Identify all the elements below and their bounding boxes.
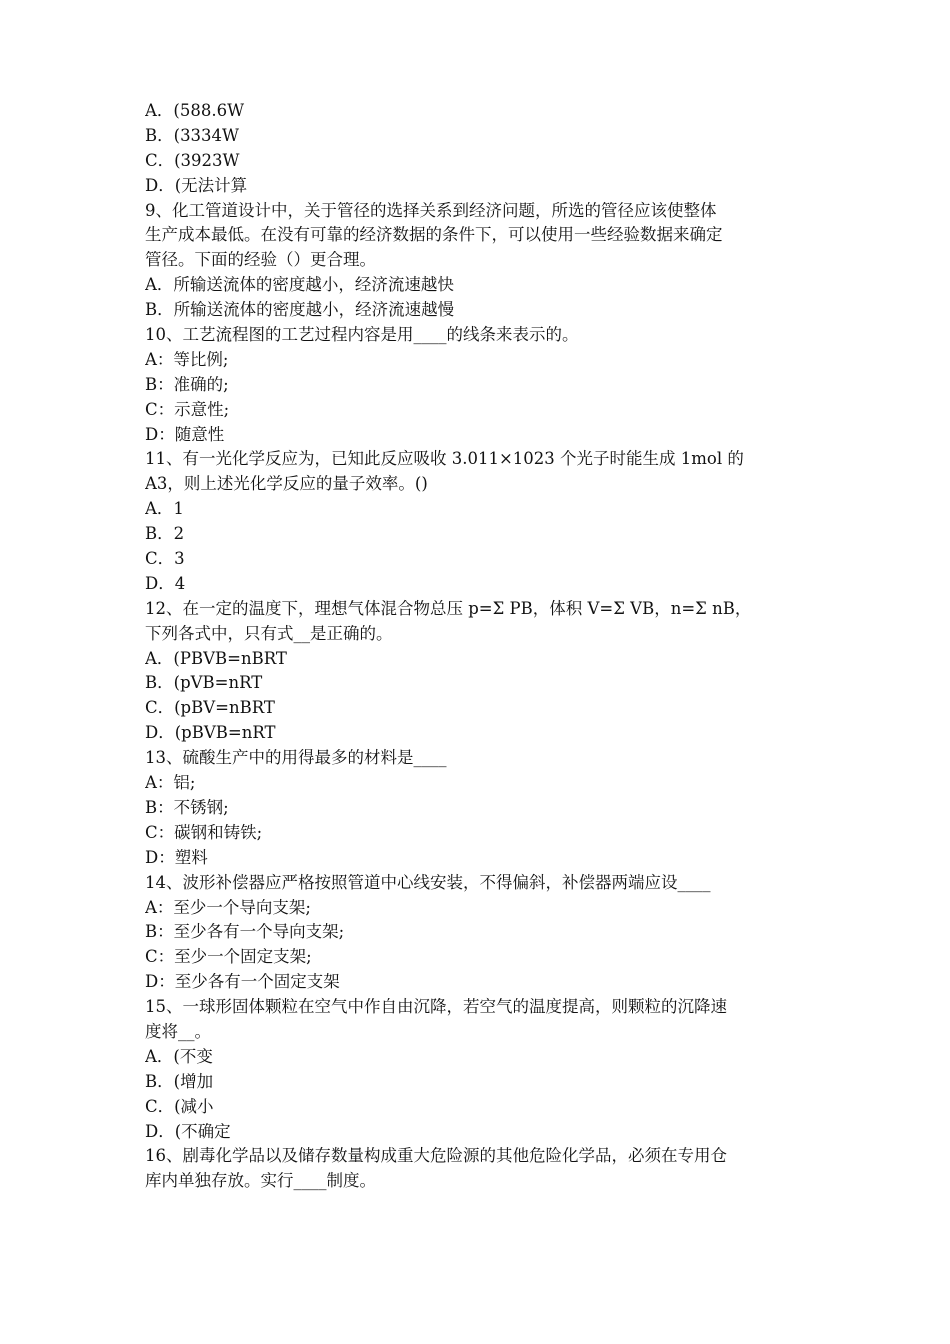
question-stem: 11、有一光化学反应为，已知此反应吸收 3.011×1023 个光子时能生成 1mol 的 — [145, 449, 744, 469]
option-a: A．1 — [145, 499, 184, 519]
option-b: B．(3334W — [145, 125, 240, 145]
option-b: B：不锈钢; — [145, 797, 229, 817]
option-b: B．(pVB=nRT — [145, 673, 263, 693]
option-a: A．(PBVB=nBRT — [145, 648, 287, 668]
question-16 — [145, 1144, 810, 1194]
option-d: D．(不确定 — [145, 1121, 231, 1141]
question-14 — [145, 871, 810, 995]
option-a: A．(588.6W — [145, 101, 245, 120]
question-stem: 16、剧毒化学品以及储存数量构成重大危险源的其他危险化学品，必须在专用仓 — [145, 1146, 727, 1166]
option-b: B．(增加 — [145, 1071, 214, 1091]
question-8-options — [145, 99, 810, 199]
option-a: A．(不变 — [145, 1046, 213, 1066]
option-b: B．2 — [145, 524, 185, 544]
question-stem: 库内单独存放。实行____制度。 — [145, 1171, 376, 1191]
question-stem: 生产成本最低。在没有可靠的经济数据的条件下，可以使用一些经验数据来确定 — [145, 225, 723, 245]
question-9 — [145, 199, 810, 323]
option-d: D：随意性 — [145, 424, 225, 444]
option-a: A：铝; — [145, 773, 196, 793]
option-c: C：至少一个固定支架; — [145, 947, 312, 967]
option-b: B．所输送流体的密度越小，经济流速越慢 — [145, 300, 455, 320]
question-stem: 15、一球形固体颗粒在空气中作自由沉降，若空气的温度提高，则颗粒的沉降速 — [145, 997, 727, 1017]
option-c: C．(3923W — [145, 150, 240, 170]
option-d: D．(pBVB=nRT — [145, 723, 276, 743]
question-stem: A3，则上述光化学反应的量子效率。() — [145, 474, 428, 494]
option-b: B：至少各有一个导向支架; — [145, 922, 345, 942]
question-13 — [145, 746, 810, 870]
option-c: C．(减小 — [145, 1096, 214, 1116]
question-stem: 10、工艺流程图的工艺过程内容是用____的线条来表示的。 — [145, 325, 579, 345]
option-c: C．3 — [145, 549, 185, 569]
option-a: A：等比例; — [145, 349, 229, 369]
option-b: B：准确的; — [145, 374, 229, 394]
option-c: C：碳钢和铸铁; — [145, 822, 263, 842]
question-stem: 管径。下面的经验（）更合理。 — [145, 250, 376, 270]
question-stem: 12、在一定的温度下，理想气体混合物总压 p=Σ PB，体积 V=Σ VB，n=Σ nB， — [145, 598, 752, 618]
question-15 — [145, 995, 810, 1144]
question-stem: 度将__。 — [145, 1021, 211, 1041]
document-page — [145, 99, 810, 1194]
option-d: D．4 — [145, 573, 186, 593]
question-stem: 14、波形补偿器应严格按照管道中心线安装，不得偏斜，补偿器两端应设____ — [145, 872, 711, 892]
option-d: D．(无法计算 — [145, 175, 248, 195]
option-a: A．所输送流体的密度越小，经济流速越快 — [145, 275, 454, 295]
option-d: D：至少各有一个固定支架 — [145, 972, 340, 992]
option-a: A：至少一个导向支架; — [145, 897, 311, 917]
option-c: C：示意性; — [145, 399, 230, 419]
question-10 — [145, 323, 810, 447]
question-stem: 13、硫酸生产中的用得最多的材料是____ — [145, 748, 447, 768]
option-c: C．(pBV=nBRT — [145, 698, 275, 718]
question-12 — [145, 597, 810, 746]
question-stem: 下列各式中，只有式__是正确的。 — [145, 623, 393, 643]
option-d: D：塑料 — [145, 847, 208, 867]
question-11 — [145, 447, 810, 596]
question-stem: 9、化工管道设计中，关于管径的选择关系到经济问题，所选的管径应该使整体 — [145, 200, 717, 220]
